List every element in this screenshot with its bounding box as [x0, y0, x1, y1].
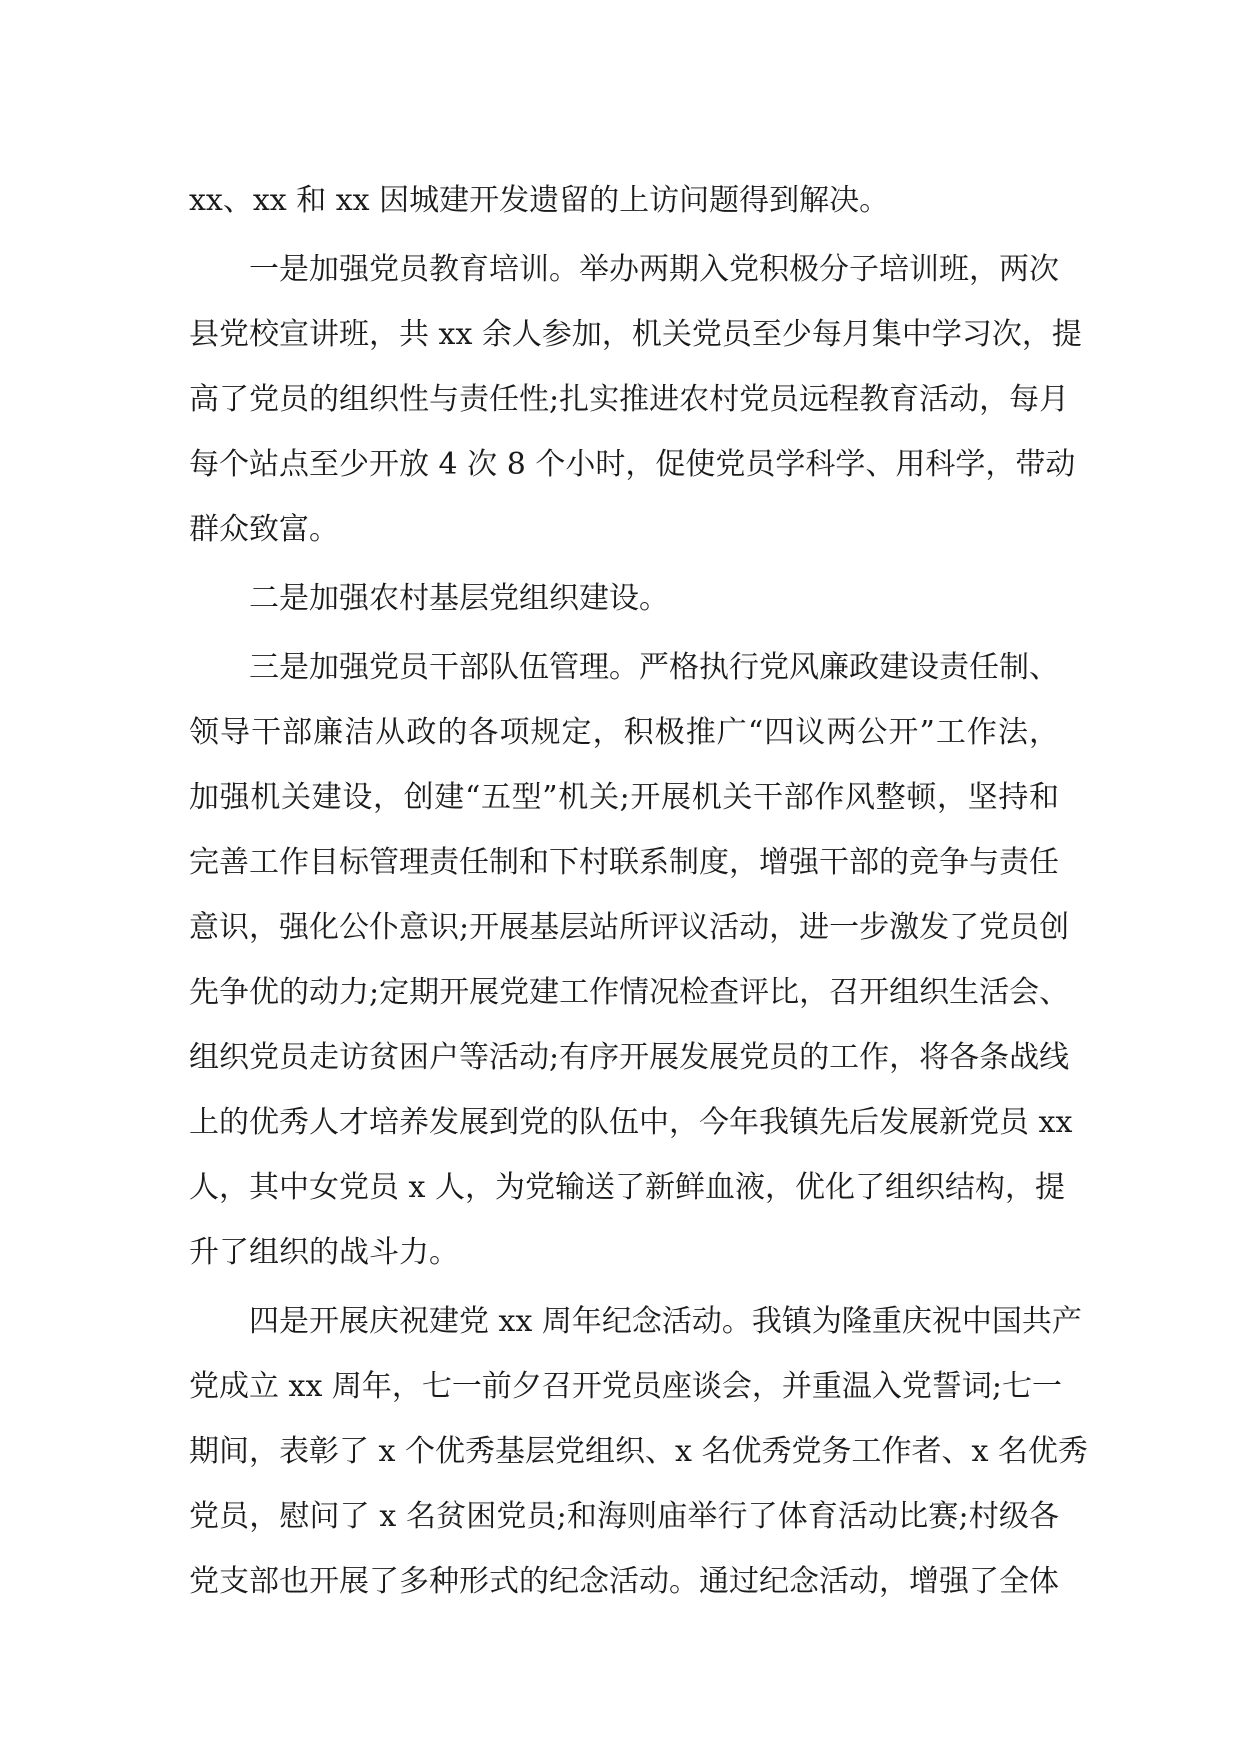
text-line: 党支部也开展了多种形式的纪念活动。通过纪念活动，增强了全体 [189, 1564, 1059, 1599]
text-line: 四是开展庆祝建党 xx 周年纪念活动。我镇为隆重庆祝中国共产 [249, 1304, 1082, 1339]
paragraph-4 [189, 635, 1073, 1285]
text-line: 高了党员的组织性与责任性;扎实推进农村党员远程教育活动，每月 [189, 382, 1070, 417]
paragraph-5 [189, 1289, 1088, 1614]
text-line: 二是加强农村基层党组织建设。 [249, 581, 669, 616]
text-line: 群众致富。 [189, 512, 339, 547]
text-line: 党员，慰问了 x 名贫困党员;和海则庙举行了体育活动比赛;村级各 [189, 1499, 1059, 1534]
text-line: 党成立 xx 周年，七一前夕召开党员座谈会，并重温入党誓词;七一 [189, 1369, 1063, 1404]
text-line: 一是加强党员教育培训。举办两期入党积极分子培训班，两次 [249, 252, 1059, 287]
text-line: 组织党员走访贫困户等活动;有序开展发展党员的工作，将各条战线 [189, 1040, 1070, 1075]
text-line: 先争优的动力;定期开展党建工作情况检查评比，召开组织生活会、 [189, 975, 1070, 1010]
text-line: 完善工作目标管理责任制和下村联系制度，增强干部的竞争与责任 [189, 845, 1059, 880]
text-line: 领导干部廉洁从政的各项规定，积极推广“四议两公开”工作法， [189, 715, 1059, 750]
text-line: 人，其中女党员 x 人，为党输送了新鲜血液，优化了组织结构，提 [189, 1170, 1065, 1205]
text-line: 县党校宣讲班，共 xx 余人参加，机关党员至少每月集中学习次，提 [189, 317, 1082, 352]
paragraph-1 [189, 168, 1059, 233]
text-line: 升了组织的战斗力。 [189, 1235, 459, 1270]
document-body [189, 168, 1088, 1614]
text-line: 加强机关建设，创建“五型”机关;开展机关干部作风整顿，坚持和 [189, 780, 1059, 815]
text-line: 上的优秀人才培养发展到党的队伍中，今年我镇先后发展新党员 xx [189, 1105, 1073, 1140]
paragraph-3 [189, 566, 1059, 631]
text-line: 期间，表彰了 x 个优秀基层党组织、x 名优秀党务工作者、x 名优秀 [189, 1434, 1088, 1469]
paragraph-2 [189, 237, 1082, 562]
text-line: 意识，强化公仆意识;开展基层站所评议活动，进一步激发了党员创 [189, 910, 1070, 945]
text-line: xx、xx 和 xx 因城建开发遗留的上访问题得到解决。 [189, 183, 890, 218]
text-line: 每个站点至少开放 4 次 8 个小时，促使党员学科学、用科学，带动 [189, 447, 1076, 482]
text-line: 三是加强党员干部队伍管理。严格执行党风廉政建设责任制、 [249, 650, 1059, 685]
